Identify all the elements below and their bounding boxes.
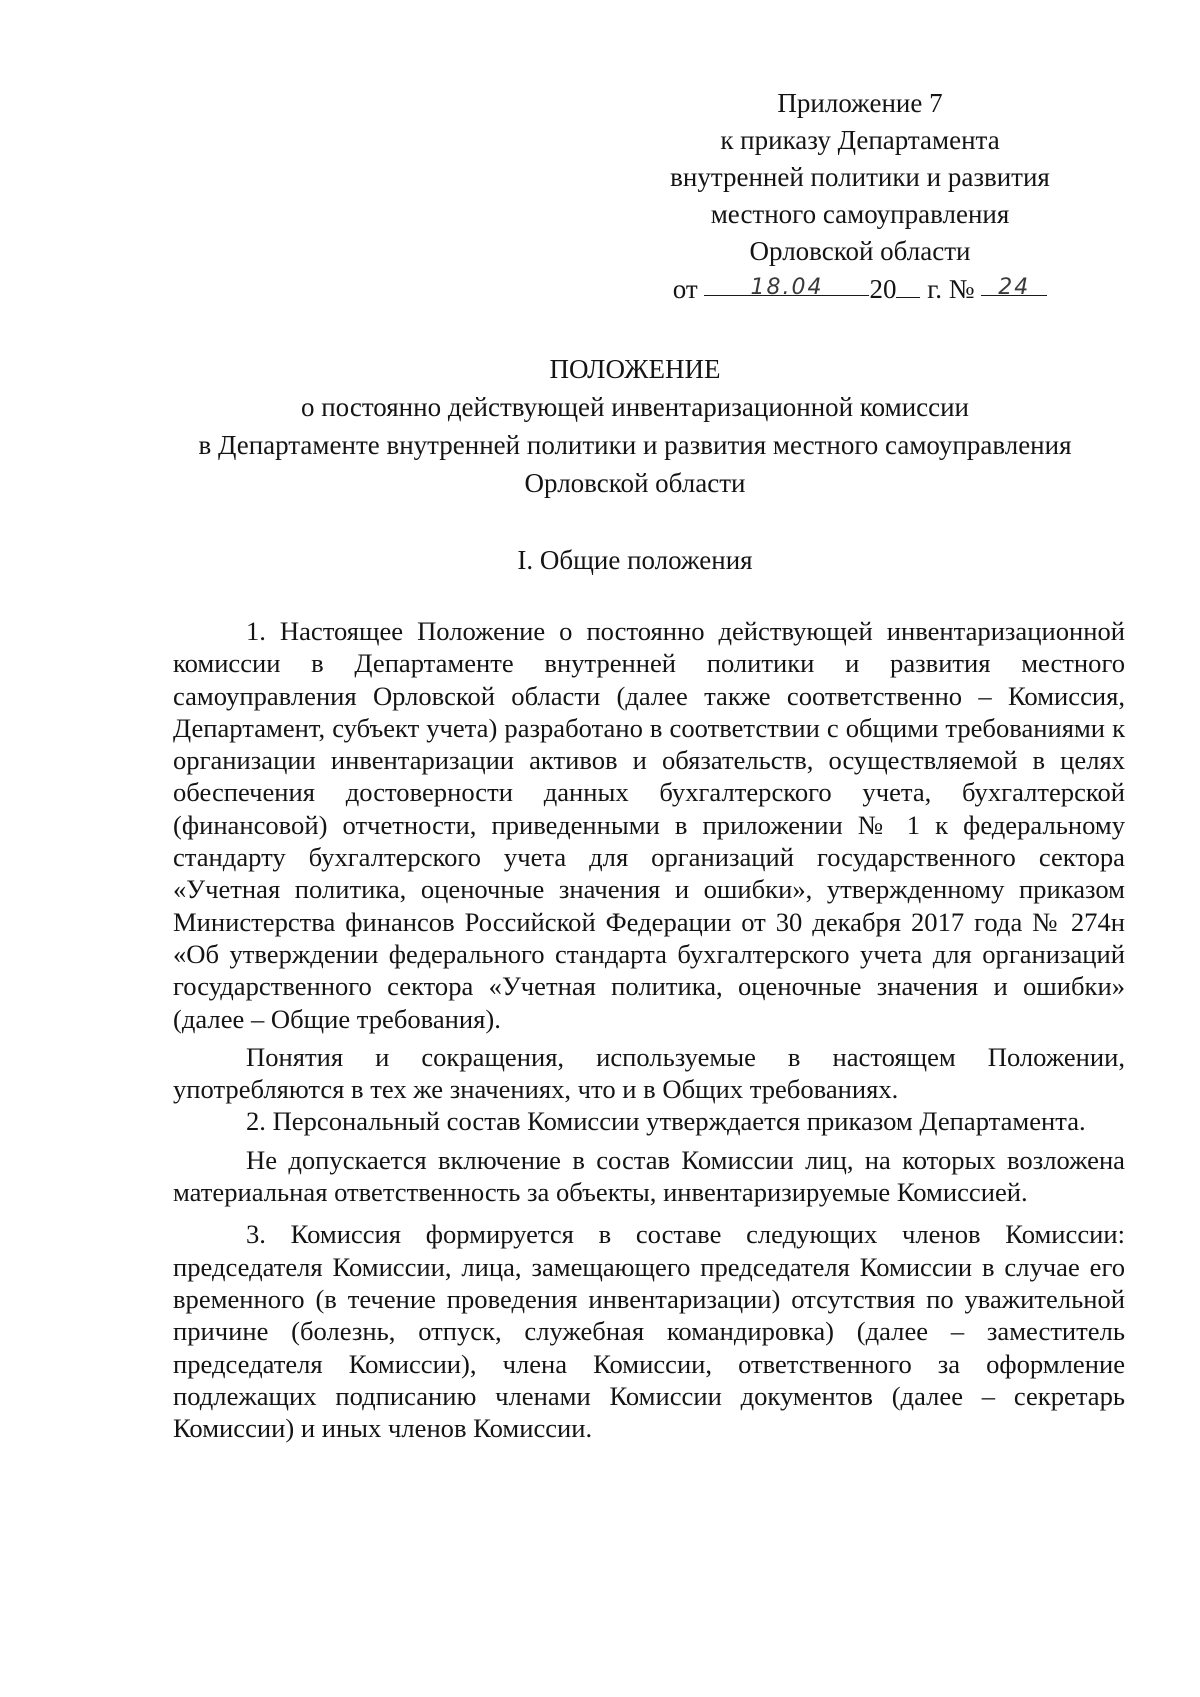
handwritten-number: 24: [998, 275, 1031, 300]
paragraph: Не допускается включение в состав Комиссии лиц, на которых возложена материальная ответственность за объекты, инвентаризируемые Комиссией.: [173, 1144, 1125, 1208]
title-line: Орловской области: [524, 468, 746, 498]
year-blank: [896, 273, 920, 298]
title-line: о постоянно действующей инвентаризационной комиссии: [300, 392, 970, 422]
appendix-line: к приказу Департамента: [720, 125, 1000, 155]
paragraph: 2. Персональный состав Комиссии утверждается приказом Департамента.: [246, 1106, 1086, 1137]
appendix-header: [640, 85, 1080, 308]
appendix-line: внутренней политики и развития: [670, 162, 1050, 192]
number-prefix: г. №: [927, 274, 975, 304]
date-blank: [704, 271, 869, 300]
paragraph: 1. Настоящее Положение о постоянно действующей инвентаризационной комиссии в Департаменте внутренней политики и развития местного самоуправления Орловской области (далее также соответственно – Комиссия, Департамент, субъект учета) разработано в соответствии с общими требованиями к организации инвентаризации активов и обязательств, осуществляемой в целях обеспечения достоверности данных бухгалтерского учета, бухгалтерской (финансовой) отчетности, приведенными в приложении № 1 к федеральному стандарту бухгалтерского учета для организаций государственного сектора «Учетная политика, оценочные значения и ошибки», утвержденному приказом Министерства финансов Российской Федерации от 30 декабря 2017 года № 274н «Об утверждении федерального стандарта бухгалтерского учета для организаций государственного сектора «Учетная политика, оценочные значения и ошибки» (далее – Общие требования).: [173, 616, 1125, 1034]
paragraph: Понятия и сокращения, используемые в настоящем Положении, употребляются в тех же значениях, что и в Общих требованиях.: [173, 1041, 1125, 1105]
appendix-line: местного самоуправления: [710, 199, 1010, 229]
document-body: [173, 615, 1125, 1444]
appendix-line: Приложение 7: [777, 88, 943, 118]
year-prefix: 20: [869, 274, 897, 304]
handwritten-date: 18.04: [750, 275, 824, 300]
appendix-line: Орловской области: [749, 236, 971, 266]
date-prefix: от: [672, 274, 698, 304]
section-title: I. Общие положения: [517, 545, 753, 575]
order-date-line: [640, 271, 1080, 308]
number-blank: [981, 271, 1047, 300]
paragraph: 3. Комиссия формируется в составе следующих членов Комиссии: председателя Комиссии, лица, замещающего председателя Комиссии в случае его временного (в течение проведения инвентаризации) отсутствия по уважительной причине (болезнь, отпуск, служебная командировка) (далее – заместитель председателя Комиссии), члена Комиссии, ответственного за оформление подлежащих подписанию членами Комиссии документов (далее – секретарь Комиссии) и иных членов Комиссии.: [173, 1219, 1125, 1444]
title-heading: ПОЛОЖЕНИЕ: [549, 354, 721, 384]
title-line: в Департаменте внутренней политики и развития местного самоуправления: [198, 430, 1072, 460]
document-title: [150, 350, 1120, 502]
